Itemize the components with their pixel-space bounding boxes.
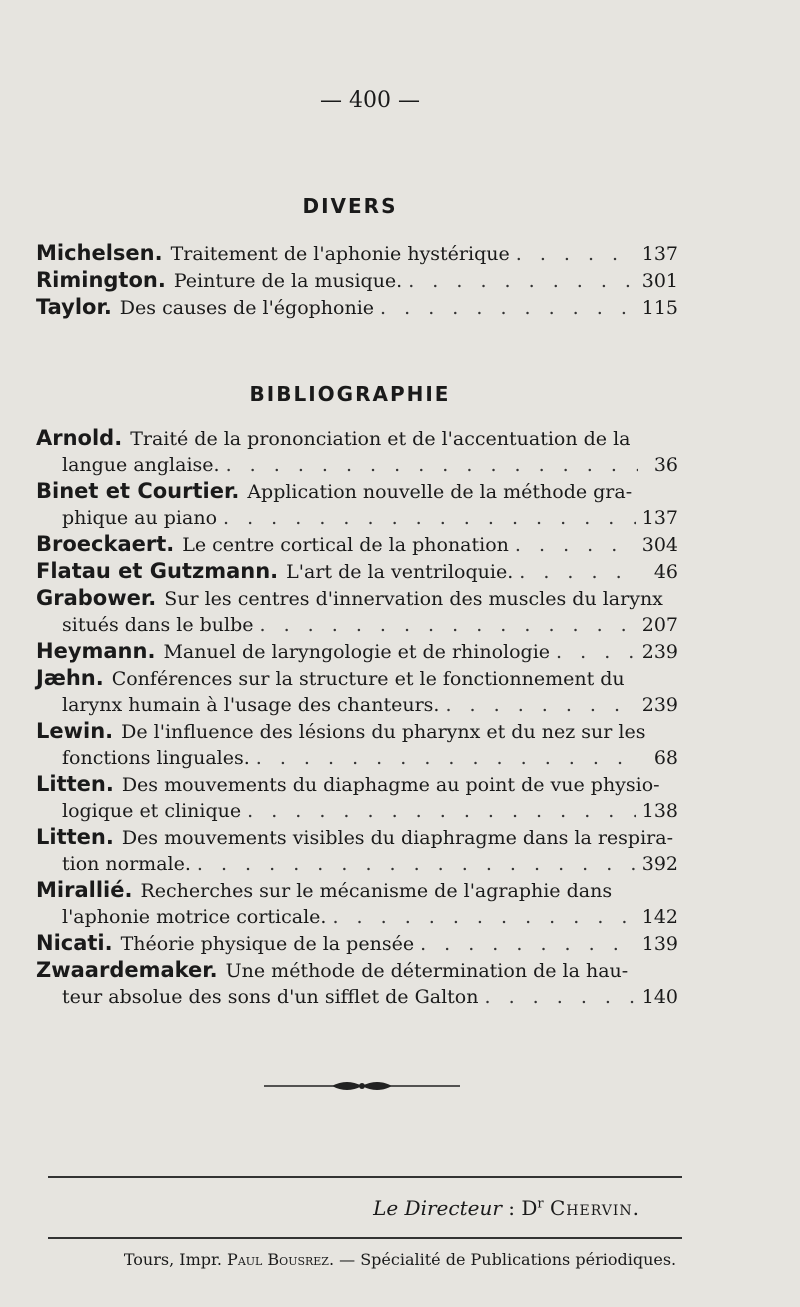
dot-leader <box>197 851 636 877</box>
entry-page: 140 <box>641 986 678 1008</box>
entry-line <box>36 851 678 877</box>
entry-page: 392 <box>641 853 678 875</box>
entry-title: Manuel de laryngologie et de rhinologie <box>163 641 551 663</box>
entry <box>36 558 678 585</box>
bibliographie-list <box>36 425 678 1010</box>
entry <box>36 771 678 824</box>
entry <box>36 478 678 531</box>
signature-label: Le Directeur <box>373 1196 502 1220</box>
entry-title: logique et clinique <box>62 800 242 822</box>
dot-leader <box>332 904 635 930</box>
entry-author: Michelsen. <box>36 241 163 265</box>
entry-line <box>36 984 678 1010</box>
divider-rule-bottom <box>48 1237 682 1239</box>
entry <box>36 665 678 718</box>
entry <box>36 425 678 478</box>
entry <box>36 718 678 771</box>
entry-title: De l'influence des lésions du pharynx et du nez sur les <box>121 721 646 743</box>
imprint <box>0 1250 800 1269</box>
entry-line <box>36 771 678 798</box>
entry-page: 46 <box>653 561 678 583</box>
entry-page: 301 <box>641 270 678 292</box>
entry-line <box>36 531 678 558</box>
entry-author: Litten. <box>36 772 114 796</box>
entry-author: Grabower. <box>36 586 157 610</box>
entry-page: 139 <box>641 933 678 955</box>
entry-page: 68 <box>653 747 678 769</box>
entry-line <box>36 452 678 478</box>
entry-line <box>36 558 678 585</box>
entry-author: Heymann. <box>36 639 156 663</box>
divers-list <box>36 240 678 321</box>
entry-title: fonctions linguales. <box>62 747 250 769</box>
entry-line <box>36 665 678 692</box>
entry-title: Des mouvements du diaphagme au point de vue physio- <box>121 774 660 796</box>
entry <box>36 267 678 294</box>
entry-title: l'aphonie motrice corticale. <box>62 906 327 928</box>
dot-leader <box>256 745 638 771</box>
dot-leader <box>408 268 636 294</box>
entry-author: Litten. <box>36 825 114 849</box>
entry-line <box>36 798 678 824</box>
signature <box>0 1196 640 1220</box>
entry-page: 142 <box>641 906 678 928</box>
ornament-divider <box>262 1078 462 1094</box>
entry <box>36 240 678 267</box>
entry-line <box>36 692 678 718</box>
entry-title: situés dans le bulbe <box>62 614 254 636</box>
entry-author: Jæhn. <box>36 666 104 690</box>
entry-title: Application nouvelle de la méthode gra- <box>247 481 633 503</box>
dot-leader <box>516 241 636 267</box>
entry-line <box>36 745 678 771</box>
divider-rule-top <box>48 1176 682 1178</box>
entry-author: Taylor. <box>36 295 112 319</box>
entry-author: Mirallié. <box>36 878 133 902</box>
entry-title: L'art de la ventriloquie. <box>286 561 514 583</box>
signature-title: D <box>521 1196 538 1220</box>
entry <box>36 531 678 558</box>
entry-author: Rimington. <box>36 268 166 292</box>
dot-leader <box>519 559 638 585</box>
entry <box>36 294 678 321</box>
entry-title: tion normale. <box>62 853 191 875</box>
entry-page: 304 <box>641 534 678 556</box>
entry-title: langue anglaise. <box>62 454 220 476</box>
entry-page: 137 <box>641 507 678 529</box>
entry <box>36 957 678 1010</box>
entry-title: Traitement de l'aphonie hystérique <box>170 243 510 265</box>
dot-leader <box>445 692 635 718</box>
entry-line <box>36 904 678 930</box>
entry-author: Binet et Courtier. <box>36 479 240 503</box>
entry-title: Peinture de la musique. <box>173 270 403 292</box>
dot-leader <box>223 505 636 531</box>
entry <box>36 638 678 665</box>
entry-author: Broeckaert. <box>36 532 175 556</box>
dot-leader <box>515 532 636 558</box>
dot-leader <box>247 798 636 824</box>
entry-author: Zwaardemaker. <box>36 958 218 982</box>
imprint-printer: Paul Bousrez. <box>227 1250 335 1269</box>
entry-line <box>36 957 678 984</box>
page-number: — 400 — <box>320 88 420 113</box>
entry-line <box>36 612 678 638</box>
signature-name: Chervin. <box>549 1196 640 1220</box>
entry <box>36 877 678 930</box>
entry-title: Une méthode de détermination de la hau- <box>225 960 629 982</box>
entry-line <box>36 425 678 452</box>
entry-line <box>36 718 678 745</box>
entry-title: Sur les centres d'innervation des muscles du larynx <box>164 588 663 610</box>
dot-leader <box>420 931 636 957</box>
entry <box>36 824 678 877</box>
entry-title: phique au piano <box>62 507 218 529</box>
entry-author: Flatau et Gutzmann. <box>36 559 279 583</box>
entry <box>36 585 678 638</box>
signature-title-sup: r <box>537 1196 544 1212</box>
entry-line <box>36 877 678 904</box>
entry-title: Des mouvements visibles du diaphragme dans la respira- <box>121 827 673 849</box>
entry-title: Traité de la prononciation et de l'accentuation de la <box>130 428 631 450</box>
dot-leader <box>260 612 636 638</box>
entry-line <box>36 585 678 612</box>
entry-page: 115 <box>641 297 678 319</box>
entry-line <box>36 294 678 321</box>
dot-leader <box>226 452 638 478</box>
dot-leader <box>556 639 636 665</box>
dot-leader <box>485 984 636 1010</box>
entry-title: Recherches sur le mécanisme de l'agraphie dans <box>140 880 613 902</box>
imprint-prefix: Tours, Impr. <box>123 1250 228 1269</box>
entry-line <box>36 240 678 267</box>
entry-author: Lewin. <box>36 719 114 743</box>
entry <box>36 930 678 957</box>
entry-title: teur absolue des sons d'un sifflet de Galton <box>62 986 479 1008</box>
entry-line <box>36 505 678 531</box>
entry-page: 239 <box>641 641 678 663</box>
entry-author: Arnold. <box>36 426 123 450</box>
entry-page: 239 <box>641 694 678 716</box>
entry-line <box>36 824 678 851</box>
entry-title: Des causes de l'égophonie <box>119 297 375 319</box>
section-title-bibliographie: BIBLIOGRAPHIE <box>249 382 451 406</box>
section-title-divers: DIVERS <box>302 194 398 218</box>
entry-line <box>36 930 678 957</box>
entry-title: Conférences sur la structure et le fonctionnement du <box>111 668 625 690</box>
entry-title: Le centre cortical de la phonation <box>182 534 509 556</box>
entry-page: 36 <box>653 454 678 476</box>
entry-line <box>36 267 678 294</box>
entry-page: 207 <box>641 614 678 636</box>
entry-page: 137 <box>641 243 678 265</box>
entry-line <box>36 638 678 665</box>
entry-page: 138 <box>641 800 678 822</box>
entry-author: Nicati. <box>36 931 113 955</box>
entry-title: Théorie physique de la pensée <box>120 933 415 955</box>
dot-leader <box>380 295 636 321</box>
entry-title: larynx humain à l'usage des chanteurs. <box>62 694 440 716</box>
signature-separator: : <box>501 1196 522 1220</box>
entry-line <box>36 478 678 505</box>
imprint-suffix: — Spécialité de Publications périodiques. <box>334 1250 677 1269</box>
